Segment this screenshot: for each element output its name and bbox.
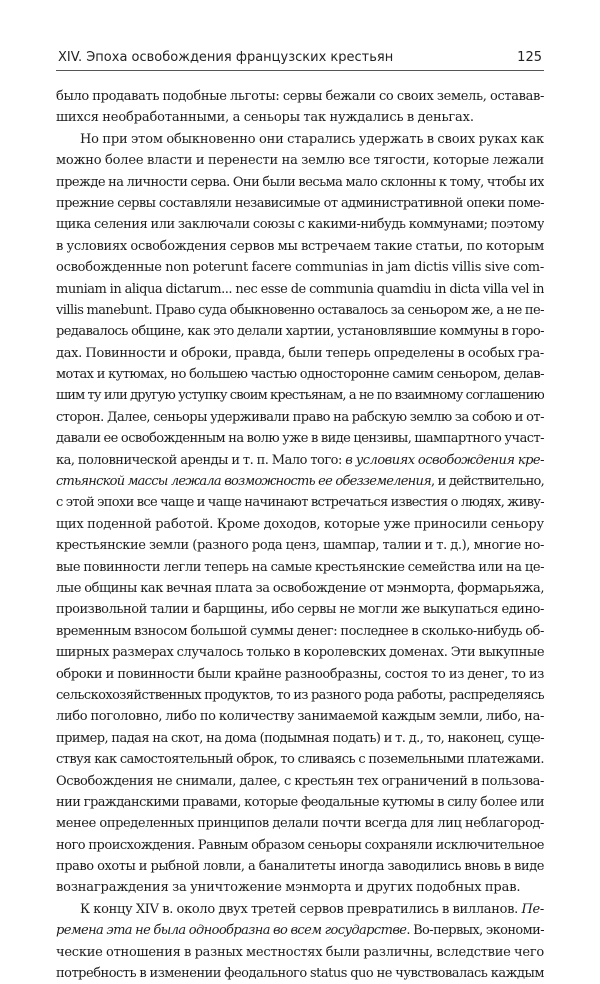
text-line: менее определенных принципов делали почти всегда для лиц неблагород- (56, 816, 544, 832)
italic-emphasis: ремена эта не была однообразна во всем государстве (56, 923, 407, 939)
text-line: прежде на личности серва. Они были весьма мало склонны к тому, чтобы их (56, 174, 544, 190)
text-line: временным взносом большой суммы денег: последнее в сколько-нибудь об- (56, 623, 544, 639)
text-line: прежние сервы составляли независимые от административной опеки поме- (56, 195, 544, 211)
text-line: лые общины как вечная плата за освобождение от мэнморта, формарьяжа, (56, 580, 544, 596)
text-line: право охоты и рыбной ловли, а баналитеты иногда заводились вновь в виде (56, 859, 544, 875)
text-line: можно более власти и перенести на землю все тягости, которые лежали (56, 153, 544, 169)
text-line: ка, половнической аренды и т. п. Мало того: в условиях освобождения кре- (56, 452, 544, 468)
text-line: либо поголовно, либо по количеству занимаемой каждым земли, либо, на- (56, 709, 544, 725)
text-line: в условиях освобождения сервов мы встречаем такие статьи, по которым (56, 238, 544, 254)
text-line: шим ту или другую уступку своим крестьянам, а не по взаимному соглашению (56, 388, 544, 404)
text-line: ческие отношения в разных местностях были различны, вследствие чего (56, 944, 544, 960)
text-line: крестьянские земли (разного рода ценз, шампар, талии и т. д.), многие но- (56, 538, 544, 554)
italic-emphasis: Пе- (521, 901, 544, 917)
text-line: muniam in aliqua dictarum... nec esse de communia quamdiu in dicta villa vel in (56, 281, 544, 297)
text-line: вые повинности легли теперь на самые крестьянские семейства или на це- (56, 559, 544, 575)
text-line: щика селения или заключали союзы с какими-нибудь коммунами; поэтому (56, 217, 544, 233)
text-line: произвольной талии и барщины, ибо сервы не могли же выкупаться едино- (56, 602, 544, 618)
text-line: пример, падая на скот, на дома (подымная подать) и т. д., то, наконец, суще- (56, 730, 544, 746)
text-line: дах. Повинности и оброки, правда, были теперь определены в особых гра- (56, 345, 544, 361)
paragraph-start-line: К концу XIV в. около двух третей сервов превратились в вилланов. Пе- (80, 901, 544, 917)
text-line: вознаграждения за уничтожение мэнморта и других подобных прав. (56, 880, 521, 896)
paragraph-start-line: Но при этом обыкновенно они старались удержать в своих руках как (80, 131, 544, 147)
running-header (56, 50, 544, 71)
text-line: было продавать подобные льготы: сервы бежали со своих земель, оставав- (56, 89, 544, 104)
text-line: стьянской массы лежала возможность ее обезземеления, и действительно, (56, 474, 544, 490)
text-line: редавалось общине, как это делали хартии, установлявшие коммуны в горо- (56, 324, 544, 340)
italic-emphasis: в условиях освобождения кре- (345, 452, 544, 468)
text-line: потребность в изменении феодального status quo не чувствовалась каждым (56, 966, 544, 982)
text-line: с этой эпохи все чаще и чаще начинают встречаться известия о людях, живу- (56, 495, 544, 511)
text-line: оброки и повинности были крайне разнообразны, состоя то из денег, то из (56, 666, 544, 682)
text-line: сельскохозяйственных продуктов, то из разного рода работы, распределяясь (56, 687, 544, 703)
text-line: давали ее освобожденным на волю уже в виде цензивы, шампартного участ- (56, 431, 544, 447)
text-line: ремена эта не была однообразна во всем государстве. Во-первых, экономи- (56, 923, 544, 939)
text-line: ного происхождения. Равным образом сеньоры сохраняли исключительное (56, 837, 544, 853)
text-line: нии гражданскими правами, которые феодальные кутюмы в силу более или (56, 794, 544, 810)
text-line: villis manebunt. Право суда обыкновенно оставалось за сеньором же, а не пе- (56, 302, 544, 318)
text-line: Освобождения не снимали, далее, с крестьян тех ограничений в пользова- (56, 773, 544, 789)
text-line: сторон. Далее, сеньоры удерживали право на рабскую землю за собою и от- (56, 409, 544, 425)
chapter-title: XIV. Эпоха освобождения французских крестьян (58, 50, 394, 65)
text-line: ширных размерах случалось только в королевских доменах. Эти выкупные (56, 645, 544, 661)
italic-emphasis: стьянской массы лежала возможность ее обезземеления (56, 474, 431, 490)
text-line: мотах и кутюмах, но большею частью односторонне самим сеньором, делав- (56, 367, 544, 383)
text-line: шихся необработанными, а сеньоры так нуждались в деньгах. (56, 110, 474, 126)
text-line: ствуя как самостоятельный оброк, то сливаясь с поземельными платежами. (56, 752, 544, 768)
text-line: щих поденной работой. Кроме доходов, которые уже приносили сеньору (56, 516, 544, 532)
body-text (56, 86, 544, 984)
page-number: 125 (517, 50, 542, 65)
text-line: освобожденные non poterunt facere communias in jam dictis villis sive com- (56, 260, 544, 276)
